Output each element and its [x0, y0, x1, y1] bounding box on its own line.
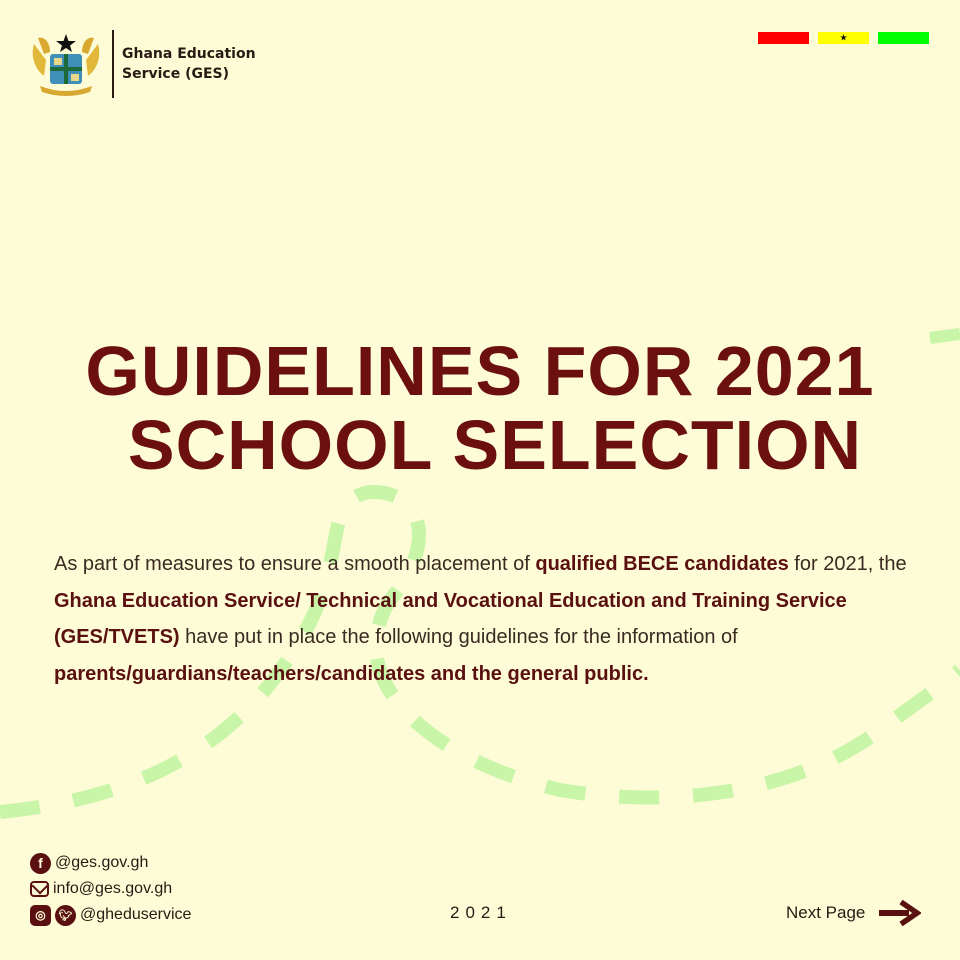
contact-list	[30, 850, 191, 928]
intro-highlight: qualified BECE candidates	[535, 553, 789, 575]
title-line-2: SCHOOL SELECTION	[127, 406, 863, 484]
org-name-line1: Ghana Education	[122, 46, 256, 62]
flag-bar-yellow	[818, 32, 869, 44]
twitter-icon: 🐦︎	[55, 905, 76, 926]
arrow-right-icon[interactable]	[879, 900, 921, 926]
social-handle[interactable]: @gheduservice	[80, 906, 192, 923]
email-address[interactable]: info@ges.gov.gh	[53, 880, 173, 897]
org-name	[122, 44, 256, 84]
contact-social[interactable]	[30, 902, 191, 928]
intro-text: for 2021, the	[788, 553, 907, 575]
intro-text: have put in place the following guidelines for the information of	[179, 626, 738, 648]
flag-bar-green	[878, 32, 929, 44]
contact-email[interactable]	[30, 876, 191, 902]
intro-text: As part of measures to ensure a smooth placement of	[54, 553, 536, 575]
intro-paragraph	[54, 546, 934, 692]
ges-logo	[28, 30, 256, 98]
logo-divider	[112, 30, 114, 98]
next-page-button[interactable]	[786, 900, 921, 926]
next-page-label[interactable]: Next Page	[786, 903, 866, 922]
contact-facebook[interactable]	[30, 850, 191, 876]
page-title	[0, 334, 960, 482]
title-line-1: GUIDELINES FOR 2021	[85, 332, 875, 410]
org-name-line2: Service (GES)	[122, 66, 230, 82]
ghana-flag-bars	[758, 32, 929, 44]
ghana-coat-of-arms-icon	[28, 30, 104, 98]
mail-icon	[30, 881, 49, 897]
footer-year: 2021	[450, 903, 512, 922]
intro-highlight: Ghana Education Service/ Technical and Vocational Education and Training Service (GES/TVETS)	[54, 589, 847, 648]
facebook-handle[interactable]: @ges.gov.gh	[55, 854, 149, 871]
facebook-icon: f	[30, 853, 51, 874]
star-icon: ★	[839, 32, 848, 43]
instagram-icon: ◎	[30, 905, 51, 926]
flag-bar-red	[758, 32, 809, 44]
intro-highlight: parents/guardians/teachers/candidates and the general public.	[54, 662, 649, 685]
